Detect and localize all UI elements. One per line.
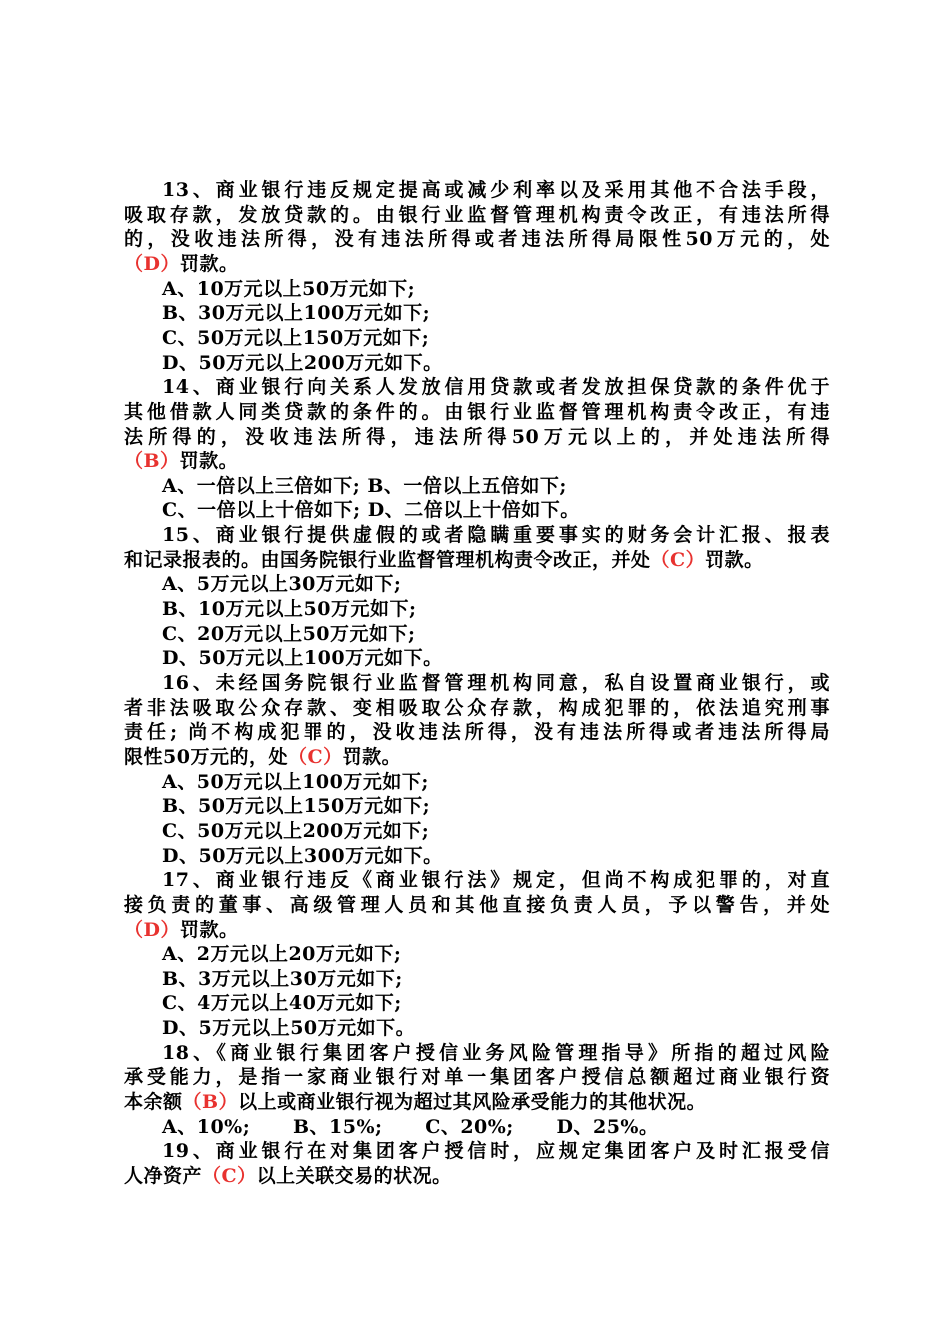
- question-text: 法所得的，没收违法所得，违法所得50万元以上的，并处违法所得: [124, 425, 830, 448]
- question-text-line: [124, 425, 830, 449]
- answer-option: A、10%; B、15%; C、20%; D、25%。: [162, 1115, 659, 1138]
- question-text: 人净资产: [124, 1165, 203, 1187]
- answer-mark: （D）: [124, 918, 180, 941]
- answer-option: A、50万元以上100万元如下;: [162, 770, 429, 793]
- question-text: 限性50万元的，处: [124, 745, 288, 768]
- question-stem-16: [162, 671, 830, 695]
- question-stem-13: [162, 178, 830, 202]
- question-text: 以上或商业银行视为超过其风险承受能力的其他状况。: [238, 1091, 707, 1114]
- question-text: 罚款。: [179, 252, 239, 275]
- question-text: 吸取存款，发放贷款的。由银行业监督管理机构责令改正，有违法所得: [124, 203, 830, 226]
- answer-mark: （C）: [202, 1165, 257, 1187]
- question-text: 16、未经国务院银行业监督管理机构同意，私自设置商业银行，或: [162, 672, 830, 694]
- question-text-line: [124, 745, 830, 769]
- answer-option: B、3万元以上30万元如下;: [162, 967, 403, 990]
- question-text-line: [124, 227, 830, 251]
- question-text: 承受能力，是指一家商业银行对单一集团客户授信总额超过商业银行资: [124, 1066, 830, 1089]
- question-text: 15、商业银行提供虚假的或者隐瞒重要事实的财务会计汇报、报表: [162, 524, 830, 547]
- question-text: 责任; 尚不构成犯罪的，没收违法所得，没有违法所得或者违法所得局: [124, 721, 830, 744]
- answer-option: B、30万元以上100万元如下;: [162, 302, 431, 325]
- question-stem-18: [162, 1041, 830, 1065]
- answer-option: B、10万元以上50万元如下;: [162, 598, 417, 621]
- question-text: 罚款。: [342, 745, 402, 768]
- question-text: 的，没收违法所得，没有违法所得或者违法所得局限性50万元的，处: [124, 228, 830, 251]
- answer-option: A、10万元以上50万元如下;: [162, 277, 416, 300]
- question-text-line: [124, 893, 830, 917]
- question-text: 14、商业银行向关系人发放信用贷款或者发放担保贷款的条件优于: [162, 376, 830, 399]
- question-text-line: [124, 449, 830, 473]
- answer-option: C、50万元以上200万元如下;: [162, 819, 430, 842]
- question-text: 17、商业银行违反《商业银行法》规定，但尚不构成犯罪的，对直: [162, 869, 830, 892]
- answer-option: C、20万元以上50万元如下;: [162, 622, 416, 645]
- question-text-line: [124, 548, 830, 572]
- question-text: 和记录报表的。由国务院银行业监督管理机构责令改正，并处: [124, 548, 651, 571]
- question-text: 以上关联交易的状况。: [256, 1165, 452, 1187]
- question-stem-15: [162, 523, 830, 547]
- question-stem-17: [162, 868, 830, 892]
- answer-mark: （B）: [124, 450, 180, 473]
- answer-option: D、50万元以上200万元如下。: [162, 351, 443, 374]
- question-text-line: [124, 1090, 830, 1114]
- answer-option: A、5万元以上30万元如下;: [162, 573, 402, 596]
- question-text: 罚款。: [705, 548, 764, 571]
- question-text-line: [124, 400, 830, 424]
- answer-option: C、50万元以上150万元如下;: [162, 326, 430, 349]
- question-text: 13、商业银行违反规定提高或减少利率以及采用其他不合法手段，: [162, 179, 830, 201]
- question-text: 者非法吸取公众存款、变相吸取公众存款，构成犯罪的，依法追究刑事: [124, 696, 830, 719]
- question-text-line: [124, 1164, 830, 1188]
- question-text-line: [124, 720, 830, 744]
- question-stem-14: [162, 375, 830, 399]
- answer-mark: （C）: [287, 745, 343, 768]
- answer-option: A、一倍以上三倍如下; B、一倍以上五倍如下;: [162, 474, 567, 497]
- answer-option: D、5万元以上50万元如下。: [162, 1017, 416, 1040]
- question-text: 本余额: [124, 1091, 183, 1114]
- question-text-line: [124, 252, 830, 276]
- question-stem-19: [162, 1139, 830, 1163]
- answer-mark: （C）: [650, 548, 706, 571]
- answer-option: C、一倍以上十倍如下; D、二倍以上十倍如下。: [162, 499, 580, 522]
- question-text-line: [124, 918, 830, 942]
- answer-option: A、2万元以上20万元如下;: [162, 943, 402, 966]
- answer-option: C、4万元以上40万元如下;: [162, 992, 402, 1015]
- answer-option: B、50万元以上150万元如下;: [162, 795, 431, 818]
- question-text: 接负责的董事、高级管理人员和其他直接负责人员，予以警告，并处: [124, 893, 830, 916]
- question-text-line: [124, 696, 830, 720]
- question-text: 其他借款人同类贷款的条件的。由银行业监督管理机构责令改正，有违: [124, 400, 830, 423]
- question-text-line: [124, 1065, 830, 1089]
- answer-mark: （D）: [124, 252, 180, 275]
- answer-mark: （B）: [182, 1091, 239, 1114]
- answer-option: D、50万元以上300万元如下。: [162, 844, 443, 867]
- question-text: 罚款。: [179, 918, 239, 941]
- question-text-line: [124, 203, 830, 227]
- question-text: 19、商业银行在对集团客户授信时，应规定集团客户及时汇报受信: [162, 1140, 830, 1163]
- answer-option: D、50万元以上100万元如下。: [162, 647, 443, 670]
- question-text: 罚款。: [179, 450, 239, 473]
- question-text: 18、《商业银行集团客户授信业务风险管理指导》所指的超过风险: [162, 1041, 830, 1064]
